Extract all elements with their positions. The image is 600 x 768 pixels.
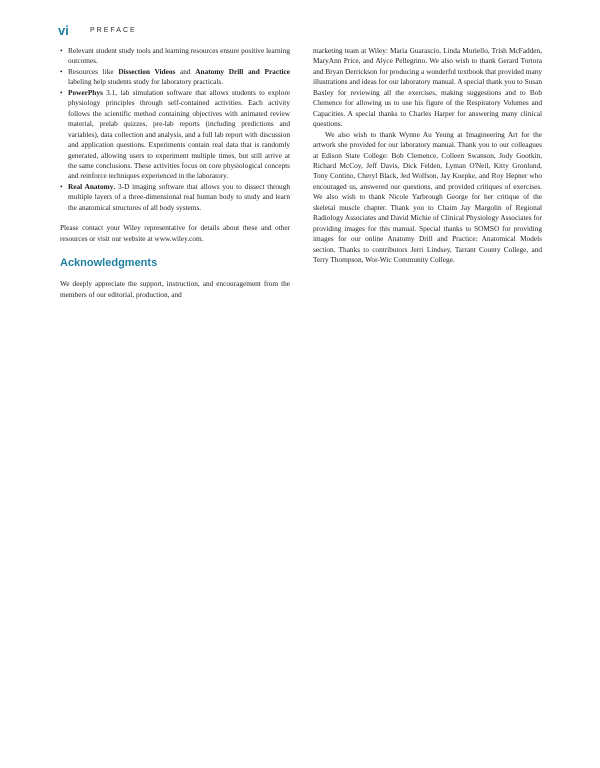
page-header xyxy=(58,24,548,42)
bullet-icon: • xyxy=(60,66,63,76)
real-anatomy-term: Real Anatomy xyxy=(68,181,114,191)
list-item xyxy=(60,46,290,67)
feature-list xyxy=(60,46,290,213)
list-item-text: , 3-D imaging software that allows you to dissect through multiple layers of a three-dimensional real human body to study and learn the anatomical structures of all body systems. xyxy=(68,181,290,212)
thanks-paragraph: We also wish to thank Wynne Au Yeung at Imagineering Art for the artwork she provided for our laboratory manual. Thank you to our colleagues at Edison State College: Bob Clemence, Colleen Swanson, Jody Gootkin, Richard McCoy, Jeff Davis, Dick Felden, Lyman O'Neil, Kitty Gronlund, Tony Contino, Cheryl Black, Jed Wolfson, Jay Koepke, and Roy Hepner who encouraged us, answered our questions, and provided critiques of exercises. We also wish to thank Nicole Yarbrough George for her critique of the skeletal muscle chapter. Thank you to Chaim Jay Margolin of Regional Radiology Associates and David Michie of Clinical Physiology Associates for providing images for this manual. Special thanks to SOMSO for providing images for our online Anatomy Drill and Practice: Anatomical Models section. Thanks to contributors Jerri Lindsey, Tarrant County College, and Terry Thompson, Wor-Wic Community College. xyxy=(313,129,542,265)
acknowledgments-continued-paragraph: marketing team at Wiley: Maria Guarascio, Linda Muriello, Trish McFadden, MaryAnn Price, and Alyce Pellegrino. We also wish to thank Gerard Tortora and Bryan Derrickson for producing a wonderful textbook that provided many illustrations and ideas for our laboratory manual. A special thank you to Susan Baxley for reviewing all the exercises, making suggestions and to Bob Clemence for allowing us to use his figure of the Respiratory Volumes and Capacities. A special thanks to Charles Harper for answering many clinical questions. xyxy=(313,46,542,129)
right-column xyxy=(313,46,542,266)
list-item-text: Relevant student study tools and learning resources ensure positive learning outcomes. xyxy=(68,46,290,66)
dissection-videos-term: Dissection Videos xyxy=(118,66,176,76)
list-item-text: 3.1, lab simulation software that allows students to explore physiology principles through self-contained activities. Each activity follows the scientific method containing objectives with animated review material, prelab quizzes, pre-lab reports (including predictions and variables), data collection and analysis, and a full lab report with discussion and application questions. Experiments contain real data that is randomly generated, allowing users to experiment multiple times, but still arrive at the same conclusions. These activities focus on core physiological concepts and reinforce techniques experienced in the laboratory. xyxy=(68,87,290,181)
anatomy-drill-term: Anatomy Drill and Practice xyxy=(195,66,290,76)
acknowledgments-paragraph: We deeply appreciate the support, instruction, and encouragement from the members of our editorial, production, and xyxy=(60,279,290,299)
powerphys-term: PowerPhys xyxy=(68,87,103,97)
list-item xyxy=(60,182,290,213)
list-item-text-prefix: Resources like xyxy=(68,66,119,76)
list-item-text-suffix: labeling help students study for laboratory practicals. xyxy=(68,77,224,87)
acknowledgments-heading: Acknowledgments xyxy=(60,257,158,270)
contact-paragraph: Please contact your Wiley representative for details about these and other resources or visit our website at www.wiley.com. xyxy=(60,223,290,243)
bullet-icon: • xyxy=(60,46,63,55)
page-number: vi xyxy=(58,23,69,38)
bullet-icon: • xyxy=(60,87,63,97)
list-item-text-mid: and xyxy=(175,66,196,76)
list-item xyxy=(60,88,290,182)
left-column xyxy=(60,46,290,300)
running-head: PREFACE xyxy=(90,27,137,34)
bullet-icon: • xyxy=(60,181,63,191)
list-item xyxy=(60,67,290,88)
